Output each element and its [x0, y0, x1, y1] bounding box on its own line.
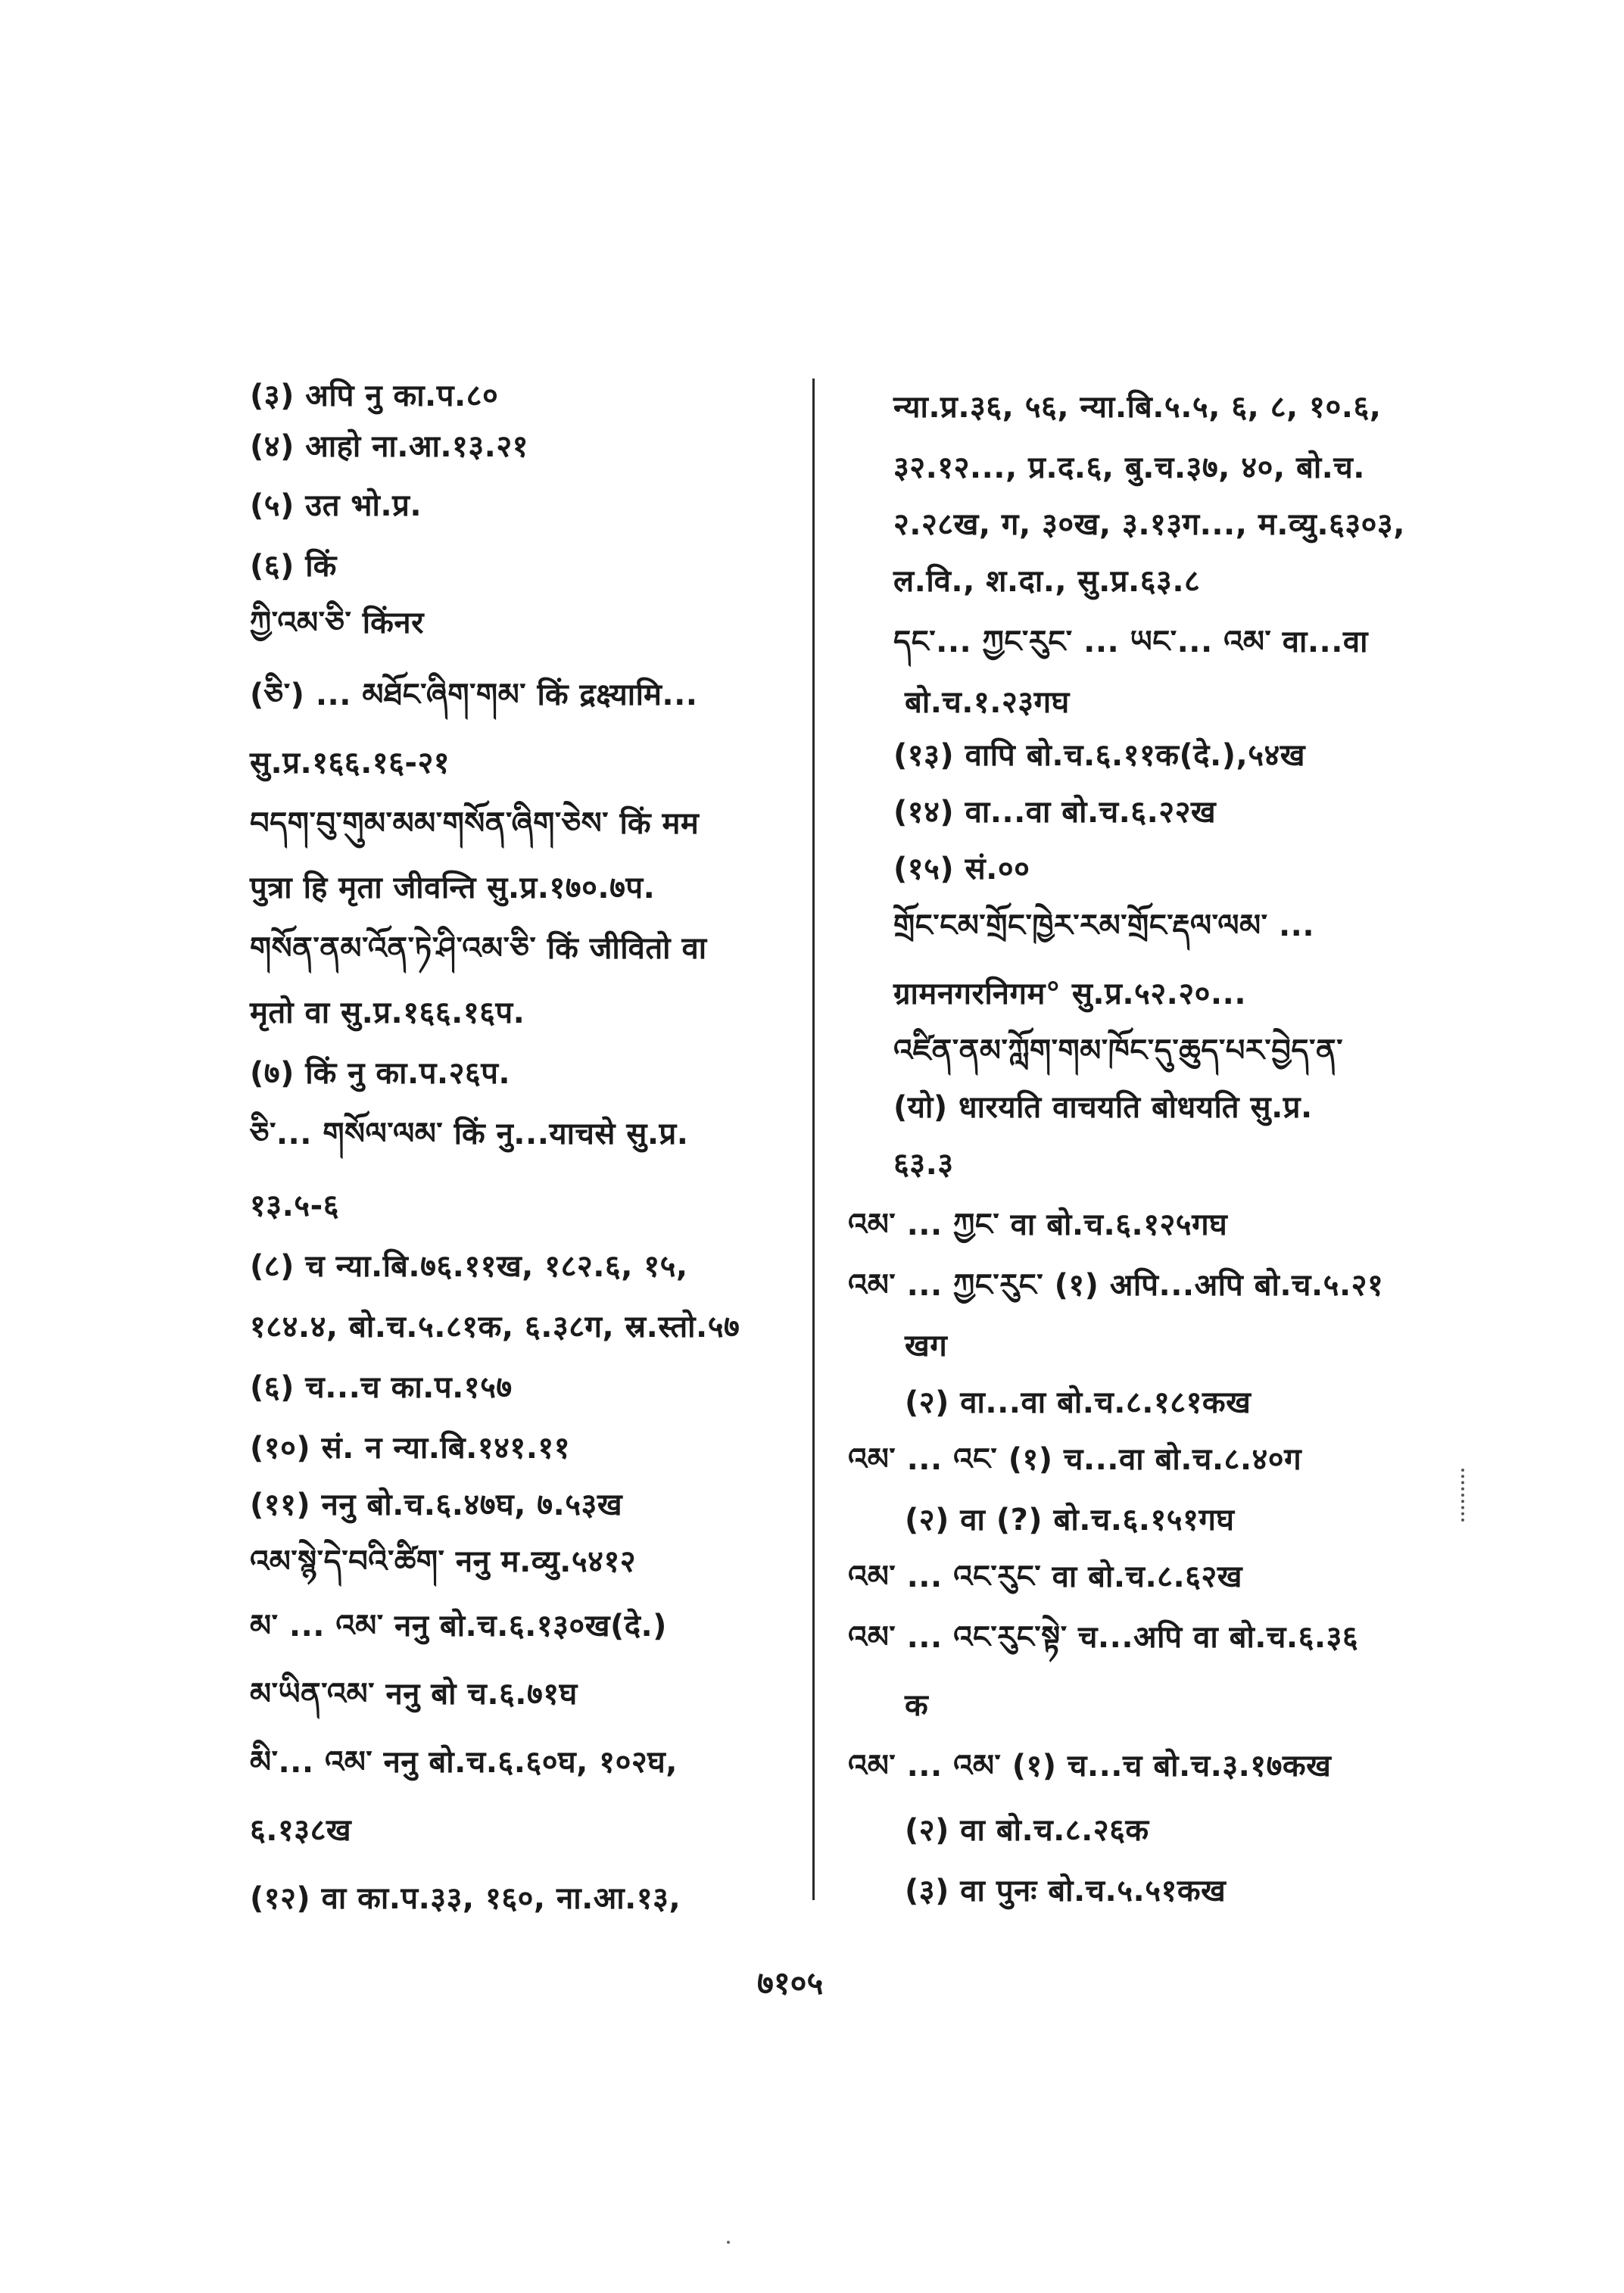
entry-line: གསོན་ནམ་འོན་ཏེ་ཤི་འམ་ཅི་ किं जीवितो वा — [250, 931, 707, 966]
page-number: ७१०५ — [757, 1964, 824, 2002]
entry-line: བདག་བུ་གུམ་མམ་གསོན་ཞིག་ཅེས་ किं मम — [250, 806, 700, 841]
entry-line: २.२८ख, ग, ३०ख, ३.१३ग..., म.व्यु.६३०३, — [893, 507, 1405, 542]
entry-line: (११) ननु बो.च.६.४७घ, ७.५३ख — [250, 1488, 623, 1522]
entry-line: (६) किं — [250, 549, 337, 584]
entry-line: (६) च...च का.प.१५७ — [250, 1370, 513, 1405]
entry-line: མ་ཡིན་འམ་ ननु बो च.६.७१घ — [250, 1677, 578, 1712]
entry-line: འམ་ ... ཀྱང་ वा बो.च.६.१२५गघ — [848, 1207, 1228, 1242]
entry-line: ३२.१२..., प्र.द.६, बु.च.३७, ४०, बो.च. — [893, 450, 1365, 485]
entry-line: सु.प्र.१६६.१६-२१ — [250, 746, 450, 780]
entry-line: (१०) सं. न न्या.बि.१४१.११ — [250, 1431, 571, 1466]
entry-line: (१४) वा...वा बो.च.६.२२ख — [893, 795, 1217, 830]
entry-line: མ་ ... འམ་ ननु बो.च.६.१३०ख(दे.) — [250, 1609, 667, 1643]
entry-line: ६३.३ — [893, 1147, 954, 1182]
entry-line: (३) वा पुनः बो.च.५.५१कख — [905, 1874, 1227, 1908]
entry-line: (२) वा बो.च.८.२६क — [905, 1813, 1149, 1848]
entry-line: མི་... འམ་ ननु बो.च.६.६०घ, १०२घ, — [250, 1745, 678, 1780]
entry-line: (यो) धारयति वाचयति बोधयति सु.प्र. — [893, 1090, 1313, 1125]
entry-line: ल.वि., श.दा., सु.प्र.६३.८ — [893, 564, 1201, 599]
entry-line: འམ་ ... ཀྱང་རུང་ (१) अपि...अपि बो.च.५.२१ — [848, 1268, 1384, 1303]
entry-line: १३.५-६ — [250, 1189, 339, 1223]
entry-line: १८४.४, बो.च.५.८१क, ६.३८ग, स्र.स्तो.५७ — [250, 1310, 740, 1344]
entry-line: འམ་ ... འང་རུང་སྟེ་ च...अपि वा बो.च.६.३६ — [848, 1620, 1359, 1655]
entry-line: (१५) सं.०० — [893, 852, 1030, 886]
entry-line: मृतो वा सु.प्र.१६६.१६प. — [250, 995, 525, 1030]
entry-line: (ཅི་) ... མཐོང་ཞིག་གམ་ किं द्रक्ष्यामि... — [250, 678, 698, 712]
entry-line: ६.१३८ख — [250, 1813, 352, 1848]
scan-speck — [727, 2241, 730, 2244]
entry-line: (४) आहो ना.आ.१३.२१ — [250, 429, 528, 464]
entry-line: ཀྱི་འམ་ཅི་ किंनर — [250, 606, 424, 640]
entry-line: खग — [905, 1329, 948, 1363]
entry-line: (७) किं नु का.प.२६प. — [250, 1056, 511, 1091]
margin-mark — [1461, 1469, 1467, 1522]
entry-line: (८) च न्या.बि.७६.११ख, १८२.६, १५, — [250, 1249, 688, 1284]
entry-line: འམ་ ... འང་རུང་ वा बो.च.८.६२ख — [848, 1559, 1242, 1594]
entry-line: (१३) वापि बो.च.६.११क(दे.),५४ख — [893, 738, 1306, 773]
entry-line: འམ་སྙེ་དེ་བའི་ཚིག་ ननु म.व्यु.५४१२ — [250, 1544, 637, 1579]
entry-line: बो.च.१.२३गघ — [905, 685, 1070, 720]
entry-line: (२) वा (?) बो.च.६.१५१गघ — [905, 1503, 1235, 1537]
entry-line: (१२) वा का.प.३३, १६०, ना.आ.१३, — [250, 1881, 681, 1916]
entry-line: (५) उत भो.प्र. — [250, 488, 422, 523]
entry-line: (३) अपि नु का.प.८० — [250, 379, 499, 413]
entry-line: ग्रामनगरनिगम° सु.प्र.५२.२०... — [893, 977, 1247, 1011]
entry-line: क — [905, 1688, 929, 1723]
entry-line: དང་... ཀྱང་རུང་ ... ཡང་... འམ་ वा...वा — [893, 625, 1369, 659]
entry-line: འམ་ ... འམ་ (१) च...च बो.च.३.१७कख — [848, 1749, 1332, 1784]
entry-line: འམ་ ... འང་ (१) च...वा बो.च.८.४०ग — [848, 1442, 1302, 1477]
entry-line: འཛིན་ནམ་ཀློག་གམ་ཁོང་དུ་ཆུད་པར་བྱེད་ན་ — [893, 1033, 1344, 1068]
entry-line: पुत्रा हि मृता जीवन्ति सु.प्र.१७०.७प. — [250, 871, 656, 905]
column-divider — [812, 379, 815, 1900]
entry-line: न्या.प्र.३६, ५६, न्या.बि.५.५, ६, ८, १०.६, — [893, 390, 1382, 425]
entry-line: (२) वा...वा बो.च.८.१८१कख — [905, 1385, 1252, 1420]
entry-line: གྲོང་ངམ་གྲོང་ཁྱེར་རམ་གྲོང་རྡལ་ལམ་ ... — [893, 908, 1315, 943]
entry-line: ཅི་... གསོལ་ལམ་ किं नु...याचसे सु.प्र. — [250, 1117, 689, 1151]
